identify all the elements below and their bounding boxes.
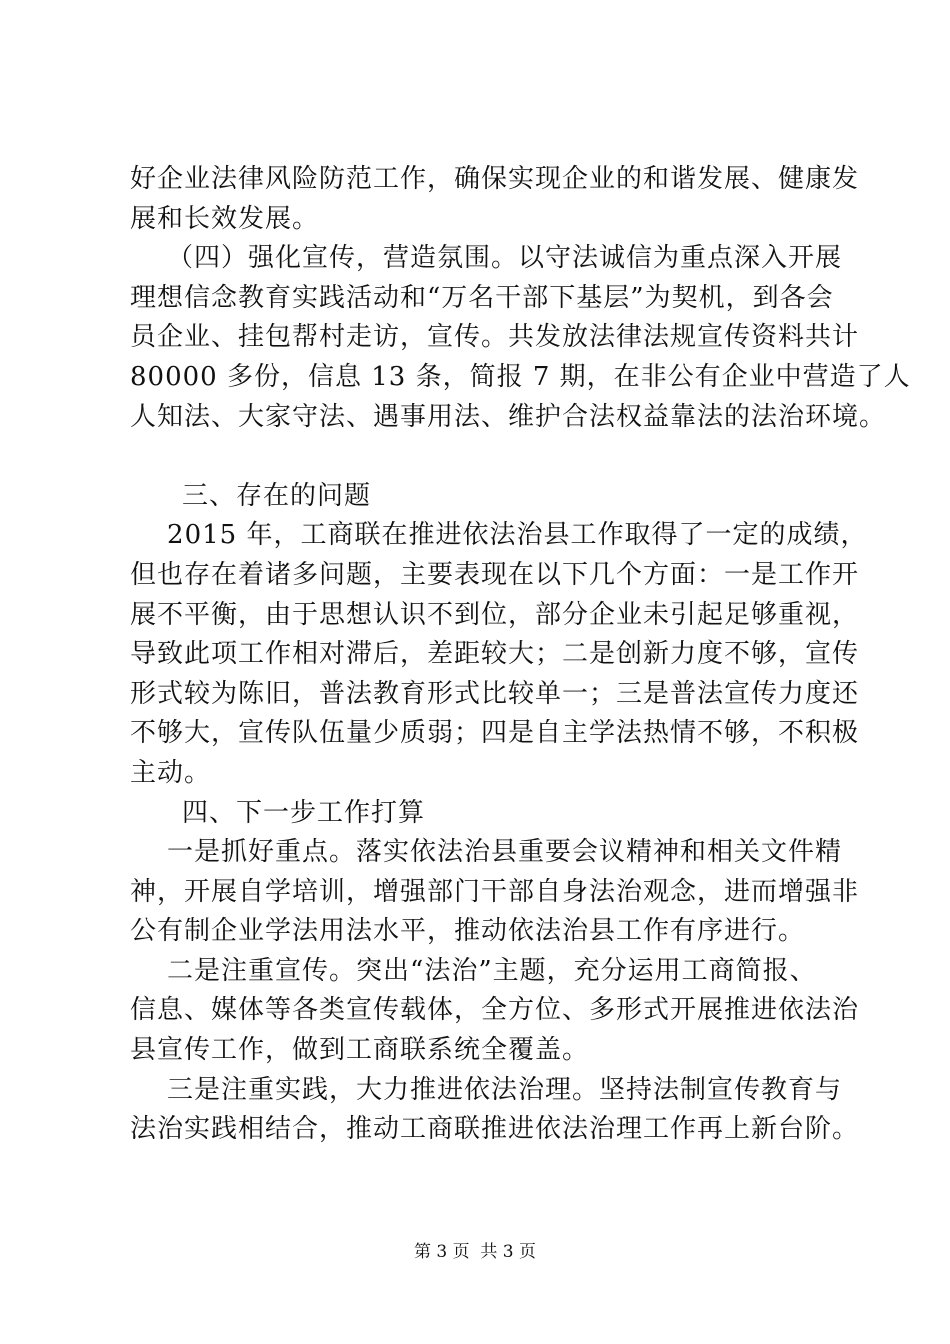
body-line: 导致此项工作相对滞后，差距较大；二是创新力度不够，宣传: [130, 639, 860, 670]
blank-line: [130, 437, 830, 477]
body-line: 人知法、大家守法、遇事用法、维护合法权益靠法的法治环境。: [130, 401, 887, 432]
body-line: 公有制企业学法用法水平，推动依法治县工作有序进行。: [130, 916, 806, 947]
body-line: 但也存在着诸多问题，主要表现在以下几个方面：一是工作开: [130, 559, 860, 590]
section-heading-problems: 三、存在的问题: [182, 480, 372, 511]
body-line: 展不平衡，由于思想认识不到位，部分企业未引起足够重视，: [130, 599, 860, 630]
body-line: 法治实践相结合，推动工商联推进依法治理工作再上新台阶。: [130, 1114, 860, 1145]
body-line: 80000 多份，信息 13 条，简报 7 期，在非公有企业中营造了人: [130, 361, 911, 392]
paragraph-line: 二是注重宣传。突出“法治”主题，充分运用工商简报、: [130, 955, 817, 986]
paragraph-line: 一是抓好重点。落实依法治县重要会议精神和相关文件精: [130, 837, 843, 868]
body-line: 理想信念教育实践活动和“万名干部下基层”为契机，到各会: [130, 282, 834, 313]
body-line: 展和长效发展。: [130, 203, 320, 234]
paragraph-line: （四）强化宣传，营造氛围。以守法诚信为重点深入开展: [130, 243, 843, 274]
body-line: 县宣传工作，做到工商联系统全覆盖。: [130, 1035, 590, 1066]
body-line: 主动。: [130, 757, 212, 788]
body-line: 信息、媒体等各类宣传载体，全方位、多形式开展推进依法治: [130, 995, 860, 1026]
section-heading-next-steps: 四、下一步工作打算: [182, 797, 426, 828]
body-line: 好企业法律风险防范工作，确保实现企业的和谐发展、健康发: [130, 164, 860, 194]
paragraph-line: 三是注重实践，大力推进依法治理。坚持法制宣传教育与: [130, 1074, 843, 1105]
body-line: 员企业、挂包帮村走访，宣传。共发放法律法规宣传资料共计: [130, 322, 860, 353]
page-number-footer: 第 3 页 共 3 页: [413, 1242, 537, 1262]
document-body: [130, 160, 911, 1150]
body-line: 不够大，宣传队伍量少质弱；四是自主学法热情不够，不积极: [130, 718, 860, 749]
body-line: 形式较为陈旧，普法教育形式比较单一；三是普法宣传力度还: [130, 678, 860, 709]
body-line: 神，开展自学培训，增强部门干部自身法治观念，进而增强非: [130, 876, 860, 907]
paragraph-line: 2015 年，工商联在推进依法治县工作取得了一定的成绩，: [130, 520, 868, 551]
